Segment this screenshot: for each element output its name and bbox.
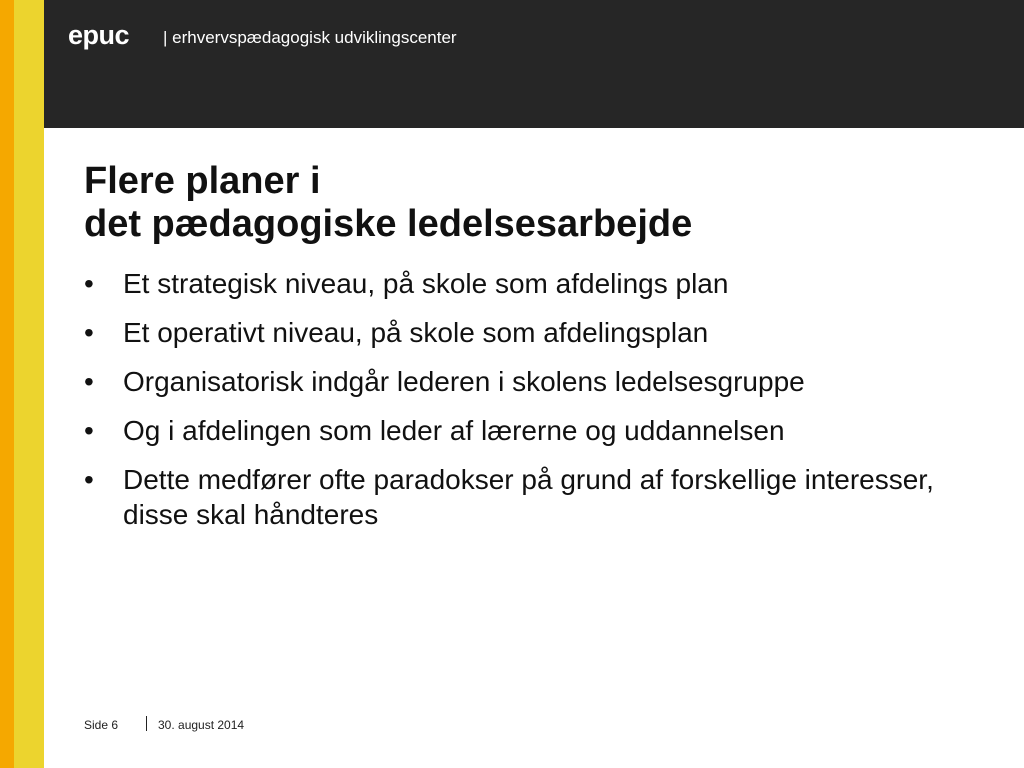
slide-title-line-2: det pædagogiske ledelsesarbejde: [84, 203, 693, 245]
bullet-text: Dette medfører ofte paradokser på grund af forskellige interesser, disse skal håndteres: [123, 464, 934, 530]
bullet-dot-icon: •: [84, 415, 94, 446]
bullet-dot-icon: •: [84, 317, 94, 348]
footer-page-number: Side 6: [84, 718, 119, 732]
bullet-dot-icon: •: [84, 464, 94, 495]
bullet-item: [84, 315, 984, 350]
bullet-item: [84, 413, 984, 448]
bullet-text: Et operativt niveau, på skole som afdelingsplan: [123, 317, 709, 348]
header-bar: [44, 0, 1024, 128]
bullet-item: [84, 364, 984, 399]
slide-title-line-1: Flere planer i: [84, 160, 321, 202]
yellow-stripe: [14, 0, 44, 768]
slide-title: [84, 160, 984, 246]
bullet-text: Organisatorisk indgår lederen i skolens ledelsesgruppe: [123, 366, 805, 397]
footer-date: 30. august 2014: [158, 718, 245, 732]
header-tagline: | erhvervspædagogisk udviklingscenter: [163, 28, 457, 47]
bullet-item: [84, 266, 984, 301]
bullet-text: Og i afdelingen som leder af lærerne og uddannelsen: [123, 415, 785, 446]
footer-separator: [146, 716, 147, 731]
orange-stripe: [0, 0, 14, 768]
epuc-logo: epuc: [68, 20, 130, 50]
bullet-list: [84, 266, 984, 546]
bullet-dot-icon: •: [84, 268, 94, 299]
bullet-text: Et strategisk niveau, på skole som afdelings plan: [123, 268, 729, 299]
bullet-item: [84, 462, 984, 532]
bullet-dot-icon: •: [84, 366, 94, 397]
